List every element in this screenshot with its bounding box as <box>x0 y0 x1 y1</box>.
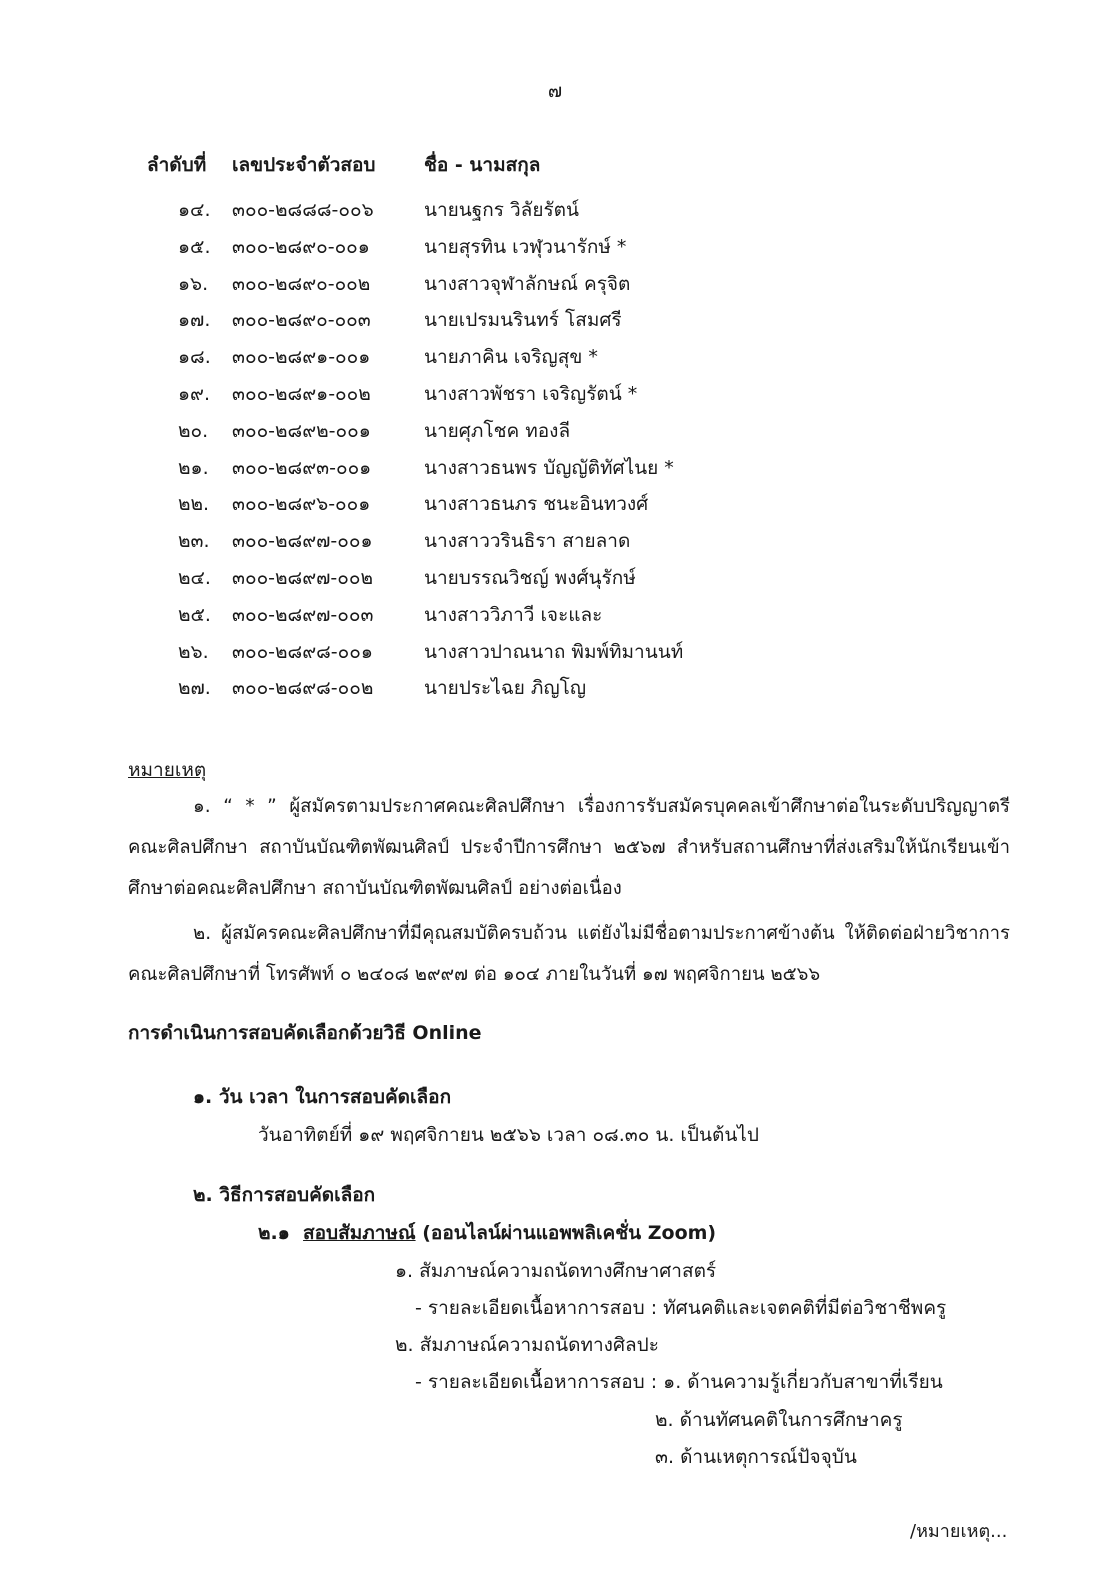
interview-item-1: ๑. สัมภาษณ์ความถนัดทางศึกษาศาสตร์ <box>395 1260 717 1282</box>
table-row <box>0 670 1110 707</box>
table-header <box>0 146 1110 184</box>
row-exam-id: ๓๐๐-๒๘๙๒-๐๐๑ <box>232 419 371 442</box>
row-name: นายนฐกร วิลัยรัตน์ <box>424 199 579 221</box>
table-row <box>0 192 1110 229</box>
header-exam-id: เลขประจำตัวสอบ <box>232 154 376 176</box>
row-seq: ๑๙. <box>178 382 211 405</box>
table-body <box>0 192 1110 707</box>
row-exam-id: ๓๐๐-๒๘๙๑-๐๐๑ <box>232 346 371 369</box>
row-exam-id: ๓๐๐-๒๘๙๐-๐๐๒ <box>232 272 371 295</box>
section2-1-title: สอบสัมภาษณ์ <box>303 1222 416 1244</box>
interview-item-1-detail: - รายละเอียดเนื้อหาการสอบ : ทัศนคติและเจตคติที่มีต่อวิชาชีพครู <box>415 1297 947 1319</box>
table-row <box>0 597 1110 634</box>
row-name: นางสาวปาณนาถ พิมพ์ทิมานนท์ <box>424 640 684 663</box>
table-row <box>0 302 1110 339</box>
section2-heading: ๒. วิธีการสอบคัดเลือก <box>193 1184 376 1206</box>
row-exam-id: ๓๐๐-๒๘๙๘-๐๐๒ <box>232 677 374 700</box>
interview-item-2-detail-3: ๓. ด้านเหตุการณ์ปัจจุบัน <box>655 1446 857 1468</box>
row-name: นายสุรทิน เวฬุวนารักษ์ * <box>424 235 627 258</box>
row-seq: ๒๕. <box>178 603 211 626</box>
table-row <box>0 523 1110 560</box>
row-exam-id: ๓๐๐-๒๘๙๘-๐๐๑ <box>232 640 373 663</box>
row-name: นางสาวจุฬาลักษณ์ ครุจิต <box>424 272 631 295</box>
row-name: นางสาวพัชรา เจริญรัตน์ * <box>424 382 638 405</box>
row-seq: ๑๕. <box>178 235 211 258</box>
row-seq: ๒๗. <box>178 677 211 700</box>
section2-1-heading <box>258 1218 716 1248</box>
table-row <box>0 266 1110 303</box>
row-name: นายประไฉย ภิญโญ <box>424 677 587 700</box>
row-exam-id: ๓๐๐-๒๘๙๗-๐๐๒ <box>232 566 373 589</box>
table-row <box>0 376 1110 413</box>
row-exam-id: ๓๐๐-๒๘๙๗-๐๐๑ <box>232 530 373 553</box>
note-item-2-text: ๒. ผู้สมัครคณะศิลปศึกษาที่มีคุณสมบัติครบถ้วน แต่ยังไม่มีชื่อตามประกาศข้างต้น ให้ติดต่อฝ่ายวิชาการคณะศิลปศึกษาที่ โทรศัพท์ ๐ ๒๔๐๘ ๒๙๙๗ ต่อ ๑๐๔ ภายในวันที่ ๑๗ พฤศจิกายน ๒๕๖๖ <box>128 923 1010 985</box>
page-number: ๗ <box>547 80 563 102</box>
row-seq: ๒๓. <box>178 530 210 553</box>
row-name: นางสาวธนภร ชนะอินทวงศ์ <box>424 493 649 516</box>
table-row <box>0 486 1110 523</box>
row-seq: ๒๖. <box>178 640 209 663</box>
row-seq: ๑๘. <box>178 346 211 369</box>
row-exam-id: ๓๐๐-๒๘๙๑-๐๐๒ <box>232 382 371 405</box>
row-exam-id: ๓๐๐-๒๘๙๐-๐๐๑ <box>232 235 370 258</box>
table-row <box>0 413 1110 450</box>
row-name: นายเปรมนรินทร์ โสมศรี <box>424 309 622 332</box>
interview-item-2-detail: - รายละเอียดเนื้อหาการสอบ : ๑. ด้านความรู้เกี่ยวกับสาขาที่เรียน <box>415 1371 943 1393</box>
candidate-table <box>0 146 1110 707</box>
table-row <box>0 229 1110 266</box>
continuation-marker: /หมายเหตุ... <box>910 1521 1008 1542</box>
row-seq: ๒๐. <box>178 419 209 442</box>
table-row <box>0 634 1110 671</box>
table-row <box>0 450 1110 487</box>
interview-item-2: ๒. สัมภาษณ์ความถนัดทางศิลปะ <box>395 1334 659 1356</box>
row-name: นายภาคิน เจริญสุข * <box>424 346 598 369</box>
header-name: ชื่อ - นามสกุล <box>424 154 541 176</box>
section2-1-note: (ออนไลน์ผ่านแอพพลิเคชั่น Zoom) <box>422 1222 717 1244</box>
note-item-2 <box>128 913 1010 995</box>
row-seq: ๒๒. <box>178 493 210 516</box>
row-name: นายบรรณวิชญ์ พงศ์นุรักษ์ <box>424 566 636 589</box>
note-item-1 <box>128 786 1010 909</box>
row-seq: ๒๔. <box>178 566 211 589</box>
row-name: นายศุภโชค ทองลี <box>424 419 571 442</box>
row-seq: ๑๔. <box>178 199 211 221</box>
row-seq: ๑๖. <box>178 272 209 295</box>
row-name: นางสาววิภาวี เจะและ <box>424 603 603 626</box>
table-row <box>0 560 1110 597</box>
row-exam-id: ๓๐๐-๒๘๘๘-๐๐๖ <box>232 199 374 221</box>
row-exam-id: ๓๐๐-๒๘๙๓-๐๐๑ <box>232 456 372 479</box>
row-exam-id: ๓๐๐-๒๘๙๗-๐๐๓ <box>232 603 374 626</box>
online-heading: การดำเนินการสอบคัดเลือกด้วยวิธี Online <box>128 1022 482 1044</box>
row-exam-id: ๓๐๐-๒๘๙๖-๐๐๑ <box>232 493 371 516</box>
row-name: นางสาวธนพร บัญญัติทัศไนย * <box>424 456 674 479</box>
interview-item-2-detail-2: ๒. ด้านทัศนคติในการศึกษาครู <box>655 1409 903 1431</box>
row-seq: ๒๑. <box>178 456 209 479</box>
section1-text: วันอาทิตย์ที่ ๑๙ พฤศจิกายน ๒๕๖๖ เวลา ๐๘.๓๐ น. เป็นต้นไป <box>258 1124 759 1146</box>
header-seq: ลำดับที่ <box>147 154 207 176</box>
row-seq: ๑๗. <box>178 309 211 332</box>
row-name: นางสาววรินธิรา สายลาด <box>424 530 631 553</box>
notes-title: หมายเหตุ <box>128 759 207 781</box>
row-exam-id: ๓๐๐-๒๘๙๐-๐๐๓ <box>232 309 371 332</box>
section2-1-number: ๒.๑ <box>258 1222 290 1244</box>
section1-heading: ๑. วัน เวลา ในการสอบคัดเลือก <box>193 1086 452 1108</box>
table-row <box>0 339 1110 376</box>
note-item-1-text: ๑. “ * ” ผู้สมัครตามประกาศคณะศิลปศึกษา เรื่องการรับสมัครบุคคลเข้าศึกษาต่อในระดับปริญญาตรี คณะศิลปศึกษา สถาบันบัณฑิตพัฒนศิลป์ ประจำปีการศึกษา ๒๕๖๗ สำหรับสถานศึกษาที่ส่งเสริมให้นักเรียนเข้าศึกษาต่อคณะศิลปศึกษา สถาบันบัณฑิตพัฒนศิลป์ อย่างต่อเนื่อง <box>128 796 1010 899</box>
